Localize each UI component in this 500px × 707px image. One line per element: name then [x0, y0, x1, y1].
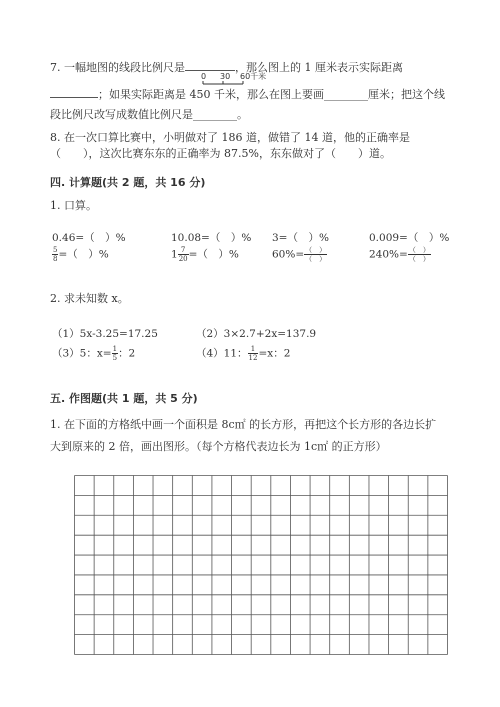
scale-label-0: 0 [201, 72, 207, 81]
whole-part: 1 [171, 248, 178, 261]
oral-calc-item [171, 246, 239, 263]
s4-q1-title: 1. 口算。 [50, 199, 97, 212]
q8-line1: 8. 在一次口算比赛中，小明做对了 186 道，做错了 14 道，他的正确率是 [50, 131, 410, 144]
oral-calc-item: 10.08=（ ）% [171, 232, 252, 244]
q7-text-a: 7. 一幅地图的线段比例尺是 [50, 61, 185, 74]
q7-line3: 段比例尺改写成数值比例尺是________。 [50, 108, 248, 121]
denominator: 20 [178, 255, 188, 263]
q7-text-c: ；如果实际距离是 450 千米，那么在图上要画________厘米；把这个线 [98, 88, 445, 101]
numerator: 5 [53, 246, 58, 254]
s5-q1-line1: 1. 在下面的方格纸中画一个面积是 8c㎡ 的长方形，再把这个长方形的各边长扩 [50, 418, 437, 431]
fraction [408, 246, 431, 263]
denominator: 5 [112, 354, 118, 362]
eq-lead: （3）5：x= [52, 347, 112, 360]
fraction [248, 345, 259, 362]
denominator: 8 [53, 255, 58, 263]
denominator[interactable]: （ ） [305, 255, 327, 263]
calc-rest: =（ ）% [188, 248, 239, 261]
oral-calc-item: 0.009=（ ）% [369, 232, 450, 244]
calc-lead: 240%= [369, 248, 408, 261]
equation-item: （2）3×2.7+2x=137.9 [196, 328, 317, 340]
eq-tail: =x：2 [258, 347, 291, 360]
section5-title: 五. 作图题(共 1 题，共 5 分) [50, 392, 198, 405]
oral-calc-item: 3=（ ）% [272, 232, 329, 244]
numerator[interactable]: （ ） [408, 246, 430, 254]
s5-q1-line2: 大到原来的 2 倍，画出图形。（每个方格代表边长为 1c㎡ 的正方形） [50, 440, 387, 453]
scale-label-60: 60千米 [240, 72, 267, 81]
oral-calc-item [369, 246, 431, 263]
scale-label-30: 30 [220, 72, 231, 81]
q8-line2: （ ），这次比赛东东的正确率为 87.5%，东东做对了（ ）道。 [50, 147, 391, 160]
eq-tail: ：2 [118, 347, 136, 360]
oral-calc-item [272, 246, 327, 263]
calc-rest: =（ ）% [58, 248, 109, 261]
equation-item: （1）5x-3.25=17.25 [52, 328, 158, 340]
oral-calc-item [52, 246, 109, 263]
eq-lead: （4）11： [196, 347, 248, 360]
graph-paper-grid[interactable] [74, 475, 448, 655]
numerator: 7 [178, 246, 189, 255]
denominator: 12 [248, 354, 258, 362]
section4-title: 四. 计算题(共 2 题，共 16 分) [50, 176, 206, 189]
fraction [178, 246, 189, 263]
s4-q2-title: 2. 求未知数 x。 [50, 292, 129, 305]
equation-item [52, 345, 135, 362]
oral-calc-item: 0.46=（ ）% [52, 232, 126, 244]
numerator[interactable]: （ ） [305, 246, 327, 254]
fraction [304, 246, 327, 263]
equation-item [196, 345, 290, 362]
denominator[interactable]: （ ） [408, 255, 430, 263]
q7-blank-2[interactable] [50, 86, 98, 98]
calc-lead: 60%= [272, 248, 305, 261]
q7-text-b: ，那么图上的 1 厘米表示实际距离 [235, 61, 403, 74]
numerator: 1 [112, 345, 118, 353]
q7-line2 [50, 86, 445, 102]
numerator: 1 [248, 345, 259, 354]
